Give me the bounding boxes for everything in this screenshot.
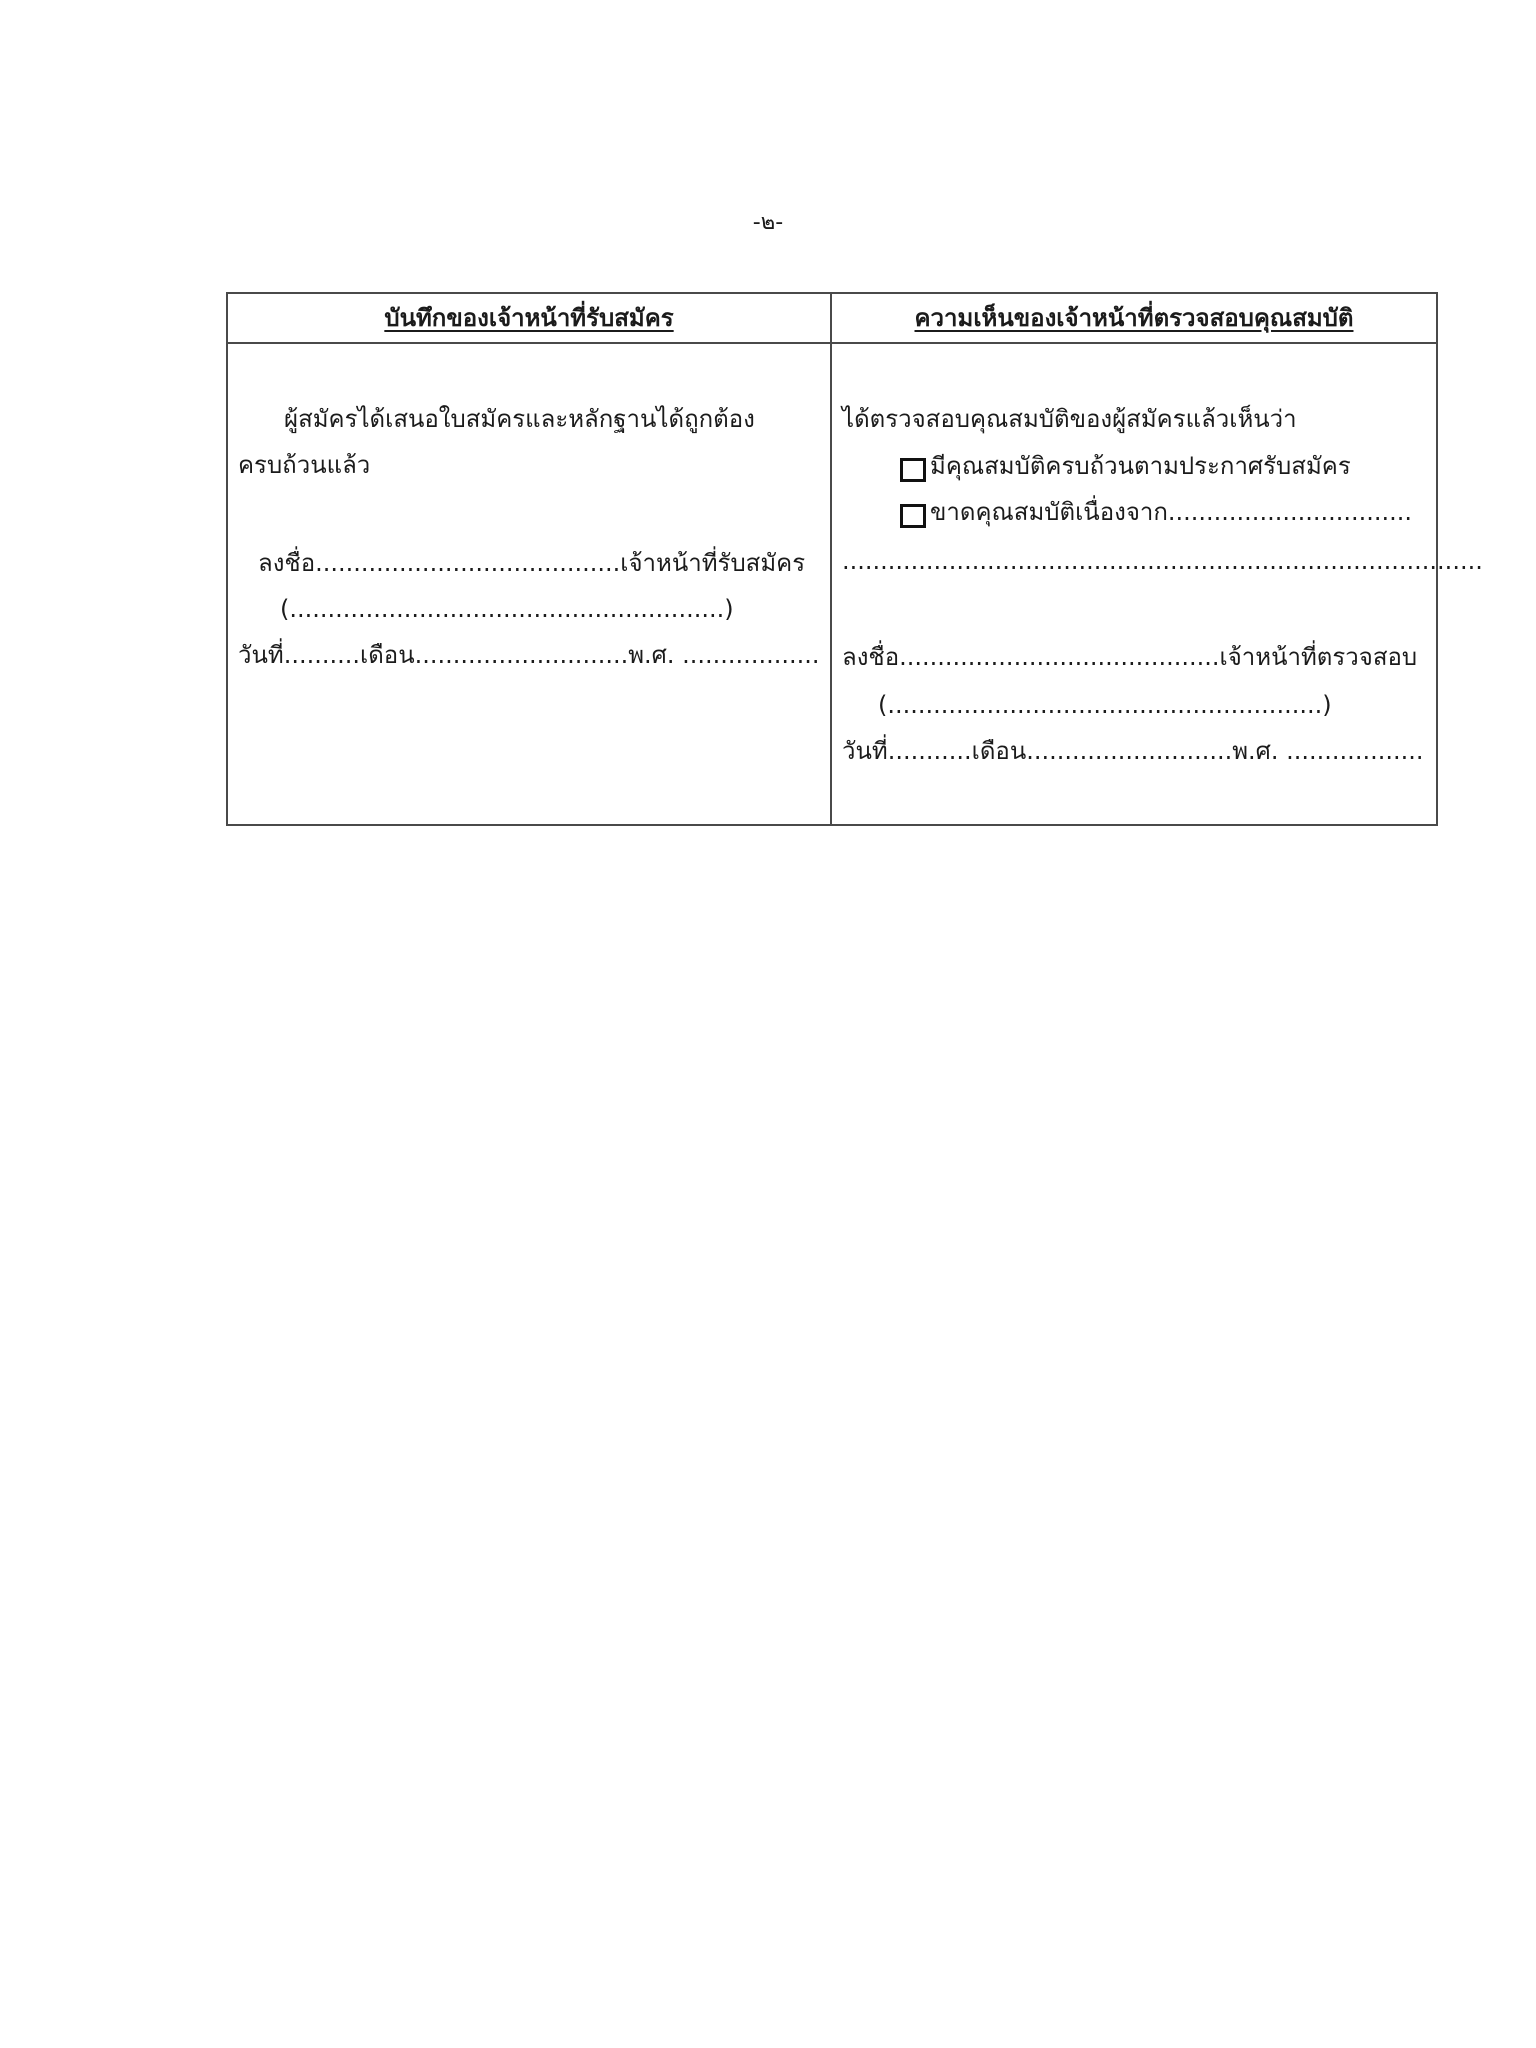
right-name-parentheses: (.........................................................) [878, 691, 1332, 719]
left-date-line: วันที่..........เดือน............................พ.ศ. .................. [238, 641, 820, 669]
qualified-checkbox[interactable] [900, 458, 926, 482]
left-signature-line: ลงชื่อ........................................เจ้าหน้าที่รับสมัคร [258, 549, 806, 577]
page-number: -๒- [752, 210, 784, 235]
right-date-line: วันที่...........เดือน...........................พ.ศ. .................. [842, 737, 1424, 765]
reason-continuation-dots: .................................................................................... [842, 547, 1483, 575]
right-signature-line: ลงชื่อ..........................................เจ้าหน้าที่ตรวจสอบ [842, 643, 1418, 671]
unqualified-checkbox[interactable] [900, 504, 926, 528]
unqualified-option-label: ขาดคุณสมบัติเนื่องจาก................................ [930, 498, 1413, 526]
right-statement: ได้ตรวจสอบคุณสมบัติของผู้สมัครแล้วเห็นว่า [842, 405, 1297, 433]
header-divider [228, 342, 1436, 344]
left-column-header: บันทึกของเจ้าหน้าที่รับสมัคร [384, 304, 674, 332]
form-table [226, 292, 1483, 826]
left-statement-line2: ครบถ้วนแล้ว [238, 451, 371, 479]
right-column-header: ความเห็นของเจ้าหน้าที่ตรวจสอบคุณสมบัติ [914, 304, 1354, 332]
column-divider [830, 294, 832, 824]
left-statement-line1: ผู้สมัครได้เสนอใบสมัครและหลักฐานได้ถูกต้อง [284, 405, 755, 433]
left-name-parentheses: (.........................................................) [280, 595, 734, 623]
qualified-option-label: มีคุณสมบัติครบถ้วนตามประกาศรับสมัคร [930, 452, 1351, 480]
